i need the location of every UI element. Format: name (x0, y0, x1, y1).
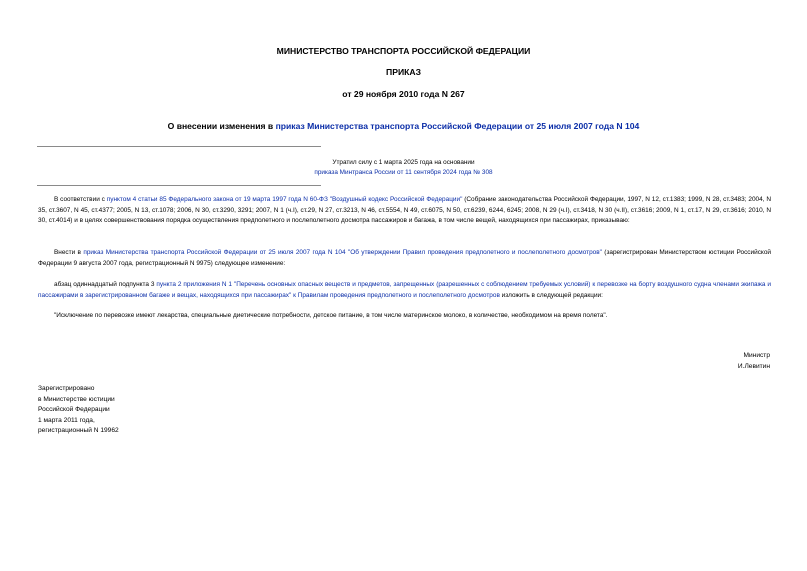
registration-line-2: в Министерстве юстиции (38, 395, 115, 403)
title-prefix: О внесении изменения в (167, 121, 276, 131)
document-title (0, 121, 807, 131)
signatory-position: Министр (743, 352, 770, 359)
document-date-number: от 29 ноября 2010 года N 267 (342, 89, 465, 99)
clause-text-end: изложить в следующей редакции: (499, 291, 603, 299)
ministry-heading: МИНИСТЕРСТВО ТРАНСПОРТА РОССИЙСКОЙ ФЕДЕРАЦИИ (276, 46, 531, 56)
signatory-name: И.Левитин (737, 362, 770, 370)
amendment-text-end: (зарегистрирован Министерством юстиции Российской Федерации 9 августа 2007 года, регистрационный N 9975) следующее изменение: (38, 249, 771, 267)
registration-line-4: 1 марта 2011 года, (38, 416, 95, 424)
clause-paragraph (38, 280, 771, 301)
registration-block (38, 384, 119, 437)
air-code-link[interactable]: пунктом 4 статьи 85 Федерального закона от 19 марта 1997 года N 60-ФЗ "Воздушный кодекс Российской Федерации" (106, 196, 463, 203)
preamble-paragraph (38, 195, 771, 227)
title-order-link[interactable]: приказ Министерства транспорта Российской Федерации от 25 июля 2007 года N 104 (275, 121, 640, 131)
divider-top (37, 146, 321, 147)
registration-line-3: Российской Федерации (38, 406, 110, 413)
appendix-link[interactable]: пункта 2 приложения N 1 "Перечень основных опасных веществ и предметов, запрещенных (разрешенных с соблюдением требуемых условий) к перевозке на борту воздушного судна членами экипажа и пассажирами в зарегистрированном багаже и вещах, находящихся при пассажирах" к Правилам проведения предполетного и послеполетного досмотров (38, 281, 771, 299)
document-type-heading: ПРИКАЗ (386, 67, 421, 77)
status-note-link[interactable]: приказа Минтранса России от 11 сентября 2024 года № 308 (314, 169, 493, 176)
preamble-text-start: В соответствии с (54, 196, 107, 203)
order-104-link[interactable]: приказ Министерства транспорта Российской Федерации от 25 июля 2007 года N 104 "Об утверждении Правил проведения предполетного и послеполетного досмотров" (83, 249, 602, 256)
amendment-text-start: Внести в (54, 249, 84, 256)
new-wording-paragraph: "Исключение по перевозке имеют лекарства, специальные диетические потребности, детское питание, в том числе материнское молоко, в количестве, необходимом на время полета". (54, 312, 608, 319)
divider-bottom (37, 185, 321, 186)
registration-line-5: регистрационный N 19962 (38, 427, 119, 434)
signature-block (738, 351, 770, 372)
preamble-text-end: (Собрание законодательства Российской Федерации, 1997, N 12, ст.1383; 1999, N 28, ст.3483; 2004, N 35, ст.3607, N 45, ст.4377; 2005, N 13, ст.1078; 2006, N 30, ст.3290, 3291; 2007, N 1 (ч.I), ст.29, N 27, ст.3213, N 46, ст.5554, N 49, ст.6075, N 50, ст.6239, 6244, 6245; 2008, N 29 (ч.I), ст.3418, N 30 (ч.II), ст.3616; 2009, N 1, ст.17, N 29, ст.3616; 2010, N 30, ст.4014) и в целях совершенствования порядка осуществления предполетного и послеполетного досмотра пассажиров и багажа, в том числе вещей, находящихся при пассажирах, приказываю: (38, 196, 771, 224)
status-note-text: Утратил силу с 1 марта 2025 года на основании (332, 159, 475, 166)
registration-line-1: Зарегистрировано (38, 385, 95, 392)
clause-text-start: абзац одиннадцатый подпункта 3 (54, 281, 157, 288)
amendment-paragraph (38, 248, 771, 269)
status-note (0, 158, 807, 178)
